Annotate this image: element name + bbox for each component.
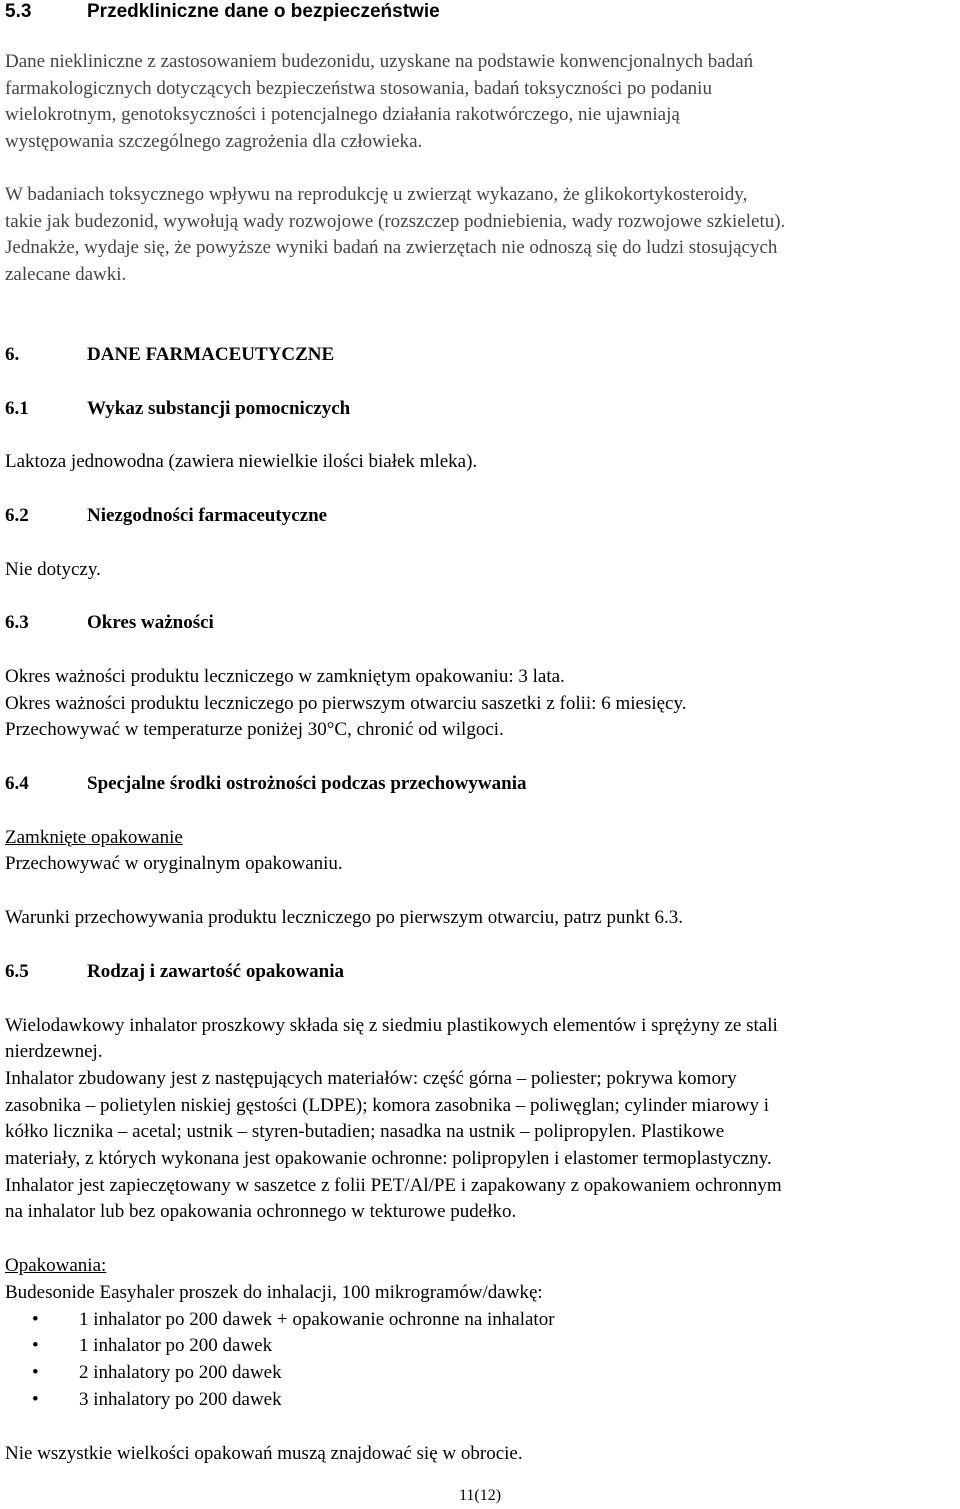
section-6-2-text: Nie dotyczy.: [5, 559, 101, 580]
section-title: Przedkliniczne dane o bezpieczeństwie: [87, 1, 440, 22]
text-line: kółko licznika – acetal; ustnik – styren-butadien; nasadka na ustnik – polipropylen. Plastikowe: [5, 1121, 725, 1142]
bullet-icon: •: [32, 1309, 39, 1330]
page-number: 11(12): [458, 1487, 502, 1504]
text-line: na inhalator lub bez opakowania ochronnego w tekturowe pudełko.: [5, 1201, 517, 1222]
bullet-icon: •: [32, 1362, 39, 1383]
section-number: 6.4: [5, 773, 29, 794]
bullet-icon: •: [32, 1389, 39, 1410]
text-line: Inhalator zbudowany jest z następujących materiałów: część górna – poliester; pokrywa komory: [5, 1068, 737, 1089]
text-line: Jednakże, wydaje się, że powyższe wyniki badań na zwierzętach nie odnoszą się do ludzi stosujących: [5, 237, 778, 258]
list-item-text: 2 inhalatory po 200 dawek: [79, 1362, 282, 1383]
section-6-2-heading: [5, 505, 327, 527]
section-6-1-heading: [5, 398, 350, 420]
section-title: DANE FARMACEUTYCZNE: [87, 344, 335, 365]
text-line: zasobnika – polietylen niskiej gęstości (LDPE); komora zasobnika – poliwęglan; cylinder miarowy i: [5, 1095, 770, 1116]
text-line: występowania szczególnego zagrożenia dla człowieka.: [5, 131, 423, 152]
section-number: 6.2: [5, 505, 29, 526]
text-line: W badaniach toksycznego wpływu na reprodukcję u zwierząt wykazano, że glikokortykosteroidy,: [5, 184, 748, 205]
section-6-4-heading: [5, 773, 526, 795]
text-line: takie jak budezonid, wywołują wady rozwojowe (rozszczep podniebienia, wady rozwojowe szkieletu).: [5, 211, 786, 232]
text-line: zalecane dawki.: [5, 264, 127, 285]
section-title: Niezgodności farmaceutyczne: [87, 505, 328, 526]
section-6-4-subheading: Zamknięte opakowanie: [5, 827, 183, 848]
section-number: 6.3: [5, 612, 29, 633]
list-item: [0, 1389, 960, 1415]
text-line: Dane niekliniczne z zastosowaniem budezonidu, uzyskane na podstawie konwencjonalnych badań: [5, 51, 754, 72]
list-item: [0, 1309, 960, 1335]
list-item-text: 1 inhalator po 200 dawek: [79, 1335, 273, 1356]
packs-intro: Budesonide Easyhaler proszek do inhalacji, 100 mikrogramów/dawkę:: [5, 1282, 543, 1303]
text-line: Przechowywać w temperaturze poniżej 30°C, chronić od wilgoci.: [5, 719, 504, 740]
text-line: farmakologicznych dotyczących bezpieczeństwa stosowania, badań toksyczności po podaniu: [5, 78, 712, 99]
text-line: materiały, z których wykonana jest opakowanie ochronne: polipropylen i elastomer termoplastyczny.: [5, 1148, 772, 1169]
text-line: Przechowywać w oryginalnym opakowaniu.: [5, 853, 343, 874]
section-title: Wykaz substancji pomocniczych: [87, 398, 351, 419]
section-title: Okres ważności: [87, 612, 214, 633]
text-line: Wielodawkowy inhalator proszkowy składa się z siedmiu plastikowych elementów i sprężyny ze stali: [5, 1015, 778, 1036]
text-line: nierdzewnej.: [5, 1041, 103, 1062]
text-line: Warunki przechowywania produktu leczniczego po pierwszym otwarciu, patrz punkt 6.3.: [5, 907, 684, 928]
section-title: Rodzaj i zawartość opakowania: [87, 961, 345, 982]
section-number: 5.3: [5, 1, 32, 22]
text-line: Okres ważności produktu leczniczego w zamkniętym opakowaniu: 3 lata.: [5, 666, 565, 687]
section-number: 6.: [5, 344, 20, 365]
section-6-3-heading: [5, 612, 214, 634]
list-item-text: 1 inhalator po 200 dawek + opakowanie ochronne na inhalator: [79, 1309, 555, 1330]
list-item-text: 3 inhalatory po 200 dawek: [79, 1389, 282, 1410]
list-item: [0, 1362, 960, 1388]
section-6-5-heading: [5, 961, 344, 983]
list-item: [0, 1335, 960, 1361]
packs-note: Nie wszystkie wielkości opakowań muszą znajdować się w obrocie.: [5, 1443, 523, 1464]
text-line: Okres ważności produktu leczniczego po pierwszym otwarciu saszetki z folii: 6 miesięcy.: [5, 693, 687, 714]
text-line: Inhalator jest zapieczętowany w saszetce z folii PET/Al/PE i zapakowany z opakowaniem ochronnym: [5, 1175, 782, 1196]
section-title: Specjalne środki ostrożności podczas przechowywania: [87, 773, 527, 794]
section-5-3-heading: [5, 1, 440, 23]
packs-heading: Opakowania:: [5, 1255, 107, 1276]
bullet-icon: •: [32, 1335, 39, 1356]
section-6-1-text: Laktoza jednowodna (zawiera niewielkie ilości białek mleka).: [5, 451, 478, 472]
section-number: 6.5: [5, 961, 29, 982]
section-6-heading: [5, 344, 334, 366]
text-line: wielokrotnym, genotoksyczności i potencjalnego działania rakotwórczego, nie ujawniają: [5, 104, 680, 125]
section-number: 6.1: [5, 398, 29, 419]
